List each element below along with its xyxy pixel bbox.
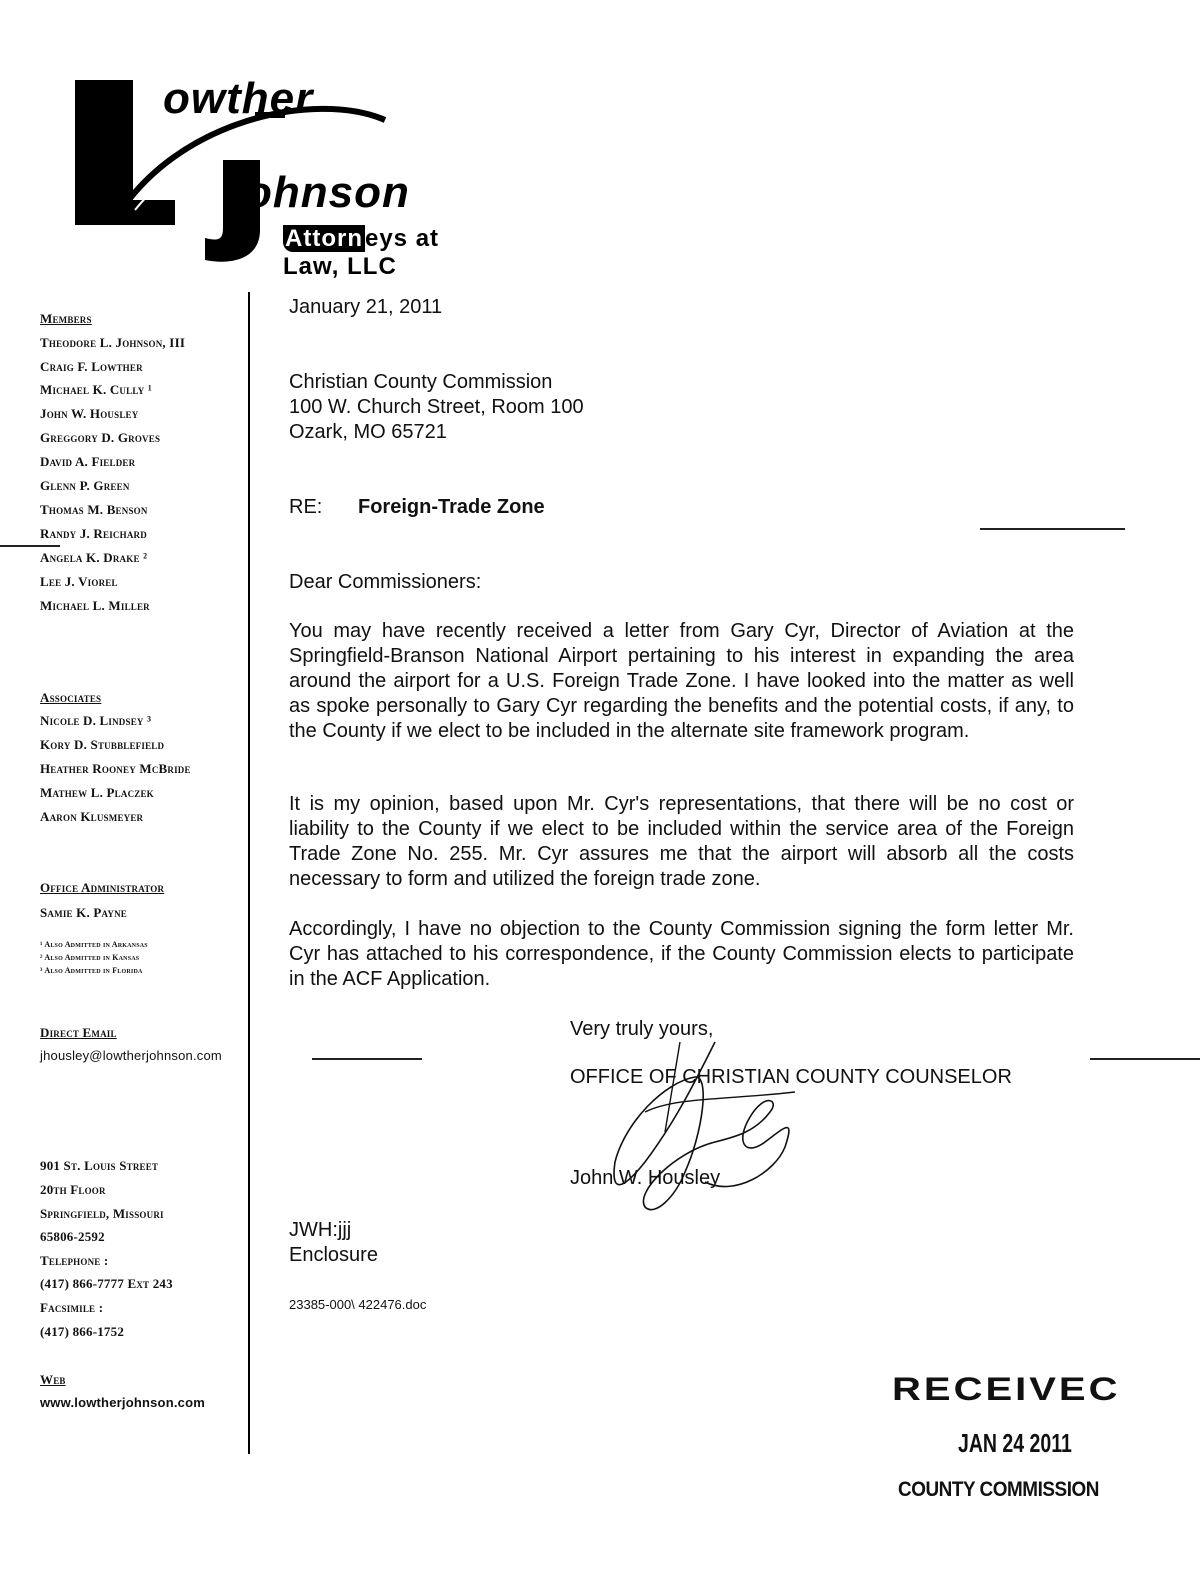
associate-name: Mathew L. Placzek <box>40 785 154 800</box>
received-stamp: RECEIVEC <box>892 1372 1121 1408</box>
signer-name: John W. Housley <box>570 1167 721 1189</box>
member-name: Angela K. Drake ² <box>40 550 148 565</box>
web-heading: Web <box>40 1372 66 1387</box>
body-paragraph: Accordingly, I have no objection to the County Commission signing the form letter Mr. Cyr has attached to his correspondence, if the County Commission elects to participate in the ACF Application. <box>289 918 1074 990</box>
sidebar-divider <box>248 292 250 1454</box>
received-stamp-department: COUNTY COMMISSION <box>898 1478 1099 1501</box>
associate-name: Aaron Klusmeyer <box>40 809 144 824</box>
member-name: Glenn P. Green <box>40 478 130 493</box>
body-paragraph: It is my opinion, based upon Mr. Cyr's representations, that there will be no cost or liability to the County if we elect to be included within the service area of the Foreign Trade Zone No. 255. Mr. Cyr assures me that the airport will absorb all the costs necessary to form and utilized the foreign trade zone. <box>289 793 1074 890</box>
member-name: Lee J. Viorel <box>40 574 118 589</box>
associate-name: Heather Rooney McBride <box>40 761 191 776</box>
member-name: Greggory D. Groves <box>40 430 161 445</box>
telephone-number: (417) 866-7777 Ext 243 <box>40 1276 173 1291</box>
footnote: ¹ Also Admitted in Arkansas <box>40 940 148 949</box>
recipient-line: Ozark, MO 65721 <box>289 421 447 443</box>
member-name: David A. Fielder <box>40 454 136 469</box>
recipient-line: Christian County Commission <box>289 371 553 393</box>
address-line: Springfield, Missouri <box>40 1206 164 1221</box>
enclosure-note: Enclosure <box>289 1244 378 1266</box>
office-title: OFFICE OF CHRISTIAN COUNTY COUNSELOR <box>570 1066 1012 1088</box>
member-name: John W. Housley <box>40 406 139 421</box>
handwritten-signature <box>585 1022 815 1232</box>
member-name: Thomas M. Benson <box>40 502 148 517</box>
re-label: RE: <box>289 496 323 518</box>
firm-logo <box>55 60 485 280</box>
scan-artifact <box>1090 1058 1200 1060</box>
associate-name: Nicole D. Lindsey ³ <box>40 713 152 728</box>
member-name: Craig F. Lowther <box>40 359 143 374</box>
associate-name: Kory D. Stubblefield <box>40 737 165 752</box>
address-line: 65806-2592 <box>40 1229 105 1244</box>
letter-date: January 21, 2011 <box>289 296 443 318</box>
direct-email-heading: Direct Email <box>40 1025 117 1040</box>
web-link[interactable]: www.lowtherjohnson.com <box>40 1395 205 1410</box>
address-line: 20th Floor <box>40 1182 106 1197</box>
body-paragraph: You may have recently received a letter from Gary Cyr, Director of Aviation at the Springfield-Branson National Airport pertaining to his interest in expanding the area around the airport for a U.S. Foreign Trade Zone. I have looked into the matter as well as spoke personally to Gary Cyr regarding the benefits and the potential costs, if any, to the County if we elect to be included in the alternate site framework program. <box>289 620 1074 742</box>
typist-initials: JWH:jjj <box>289 1219 352 1241</box>
direct-email-link[interactable]: jhousley@lowtherjohnson.com <box>40 1048 222 1063</box>
telephone-label: Telephone : <box>40 1253 109 1268</box>
re-subject: Foreign-Trade Zone <box>358 496 545 518</box>
salutation: Dear Commissioners: <box>289 571 482 593</box>
firm-tagline: Attorneys at Law, LLC <box>283 225 440 280</box>
footnote: ³ Also Admitted in Florida <box>40 966 143 975</box>
member-name: Michael L. Miller <box>40 598 150 613</box>
office-administrator-heading: Office Administrator <box>40 880 165 895</box>
closing: Very truly yours, <box>570 1018 714 1040</box>
firm-name-johnson: ohnson <box>245 168 410 217</box>
address-line: 901 St. Louis Street <box>40 1158 159 1173</box>
facsimile-label: Facsimile : <box>40 1300 104 1315</box>
footnote: ² Also Admitted in Kansas <box>40 953 140 962</box>
received-stamp-date: JAN 24 2011 <box>958 1428 1072 1458</box>
member-name: Theodore L. Johnson, III <box>40 335 186 350</box>
member-name: Randy J. Reichard <box>40 526 147 541</box>
scan-artifact <box>312 1058 422 1060</box>
office-administrator-name: Samie K. Payne <box>40 905 128 920</box>
recipient-line: 100 W. Church Street, Room 100 <box>289 396 584 418</box>
associates-heading: Associates <box>40 690 102 705</box>
document-reference: 23385-000\ 422476.doc <box>289 1297 427 1312</box>
scan-artifact <box>980 528 1125 530</box>
facsimile-number: (417) 866-1752 <box>40 1324 125 1339</box>
member-name: Michael K. Cully ¹ <box>40 382 152 397</box>
members-heading: Members <box>40 311 92 326</box>
firm-name-lowther: owther <box>163 74 314 123</box>
scan-artifact <box>0 545 60 547</box>
